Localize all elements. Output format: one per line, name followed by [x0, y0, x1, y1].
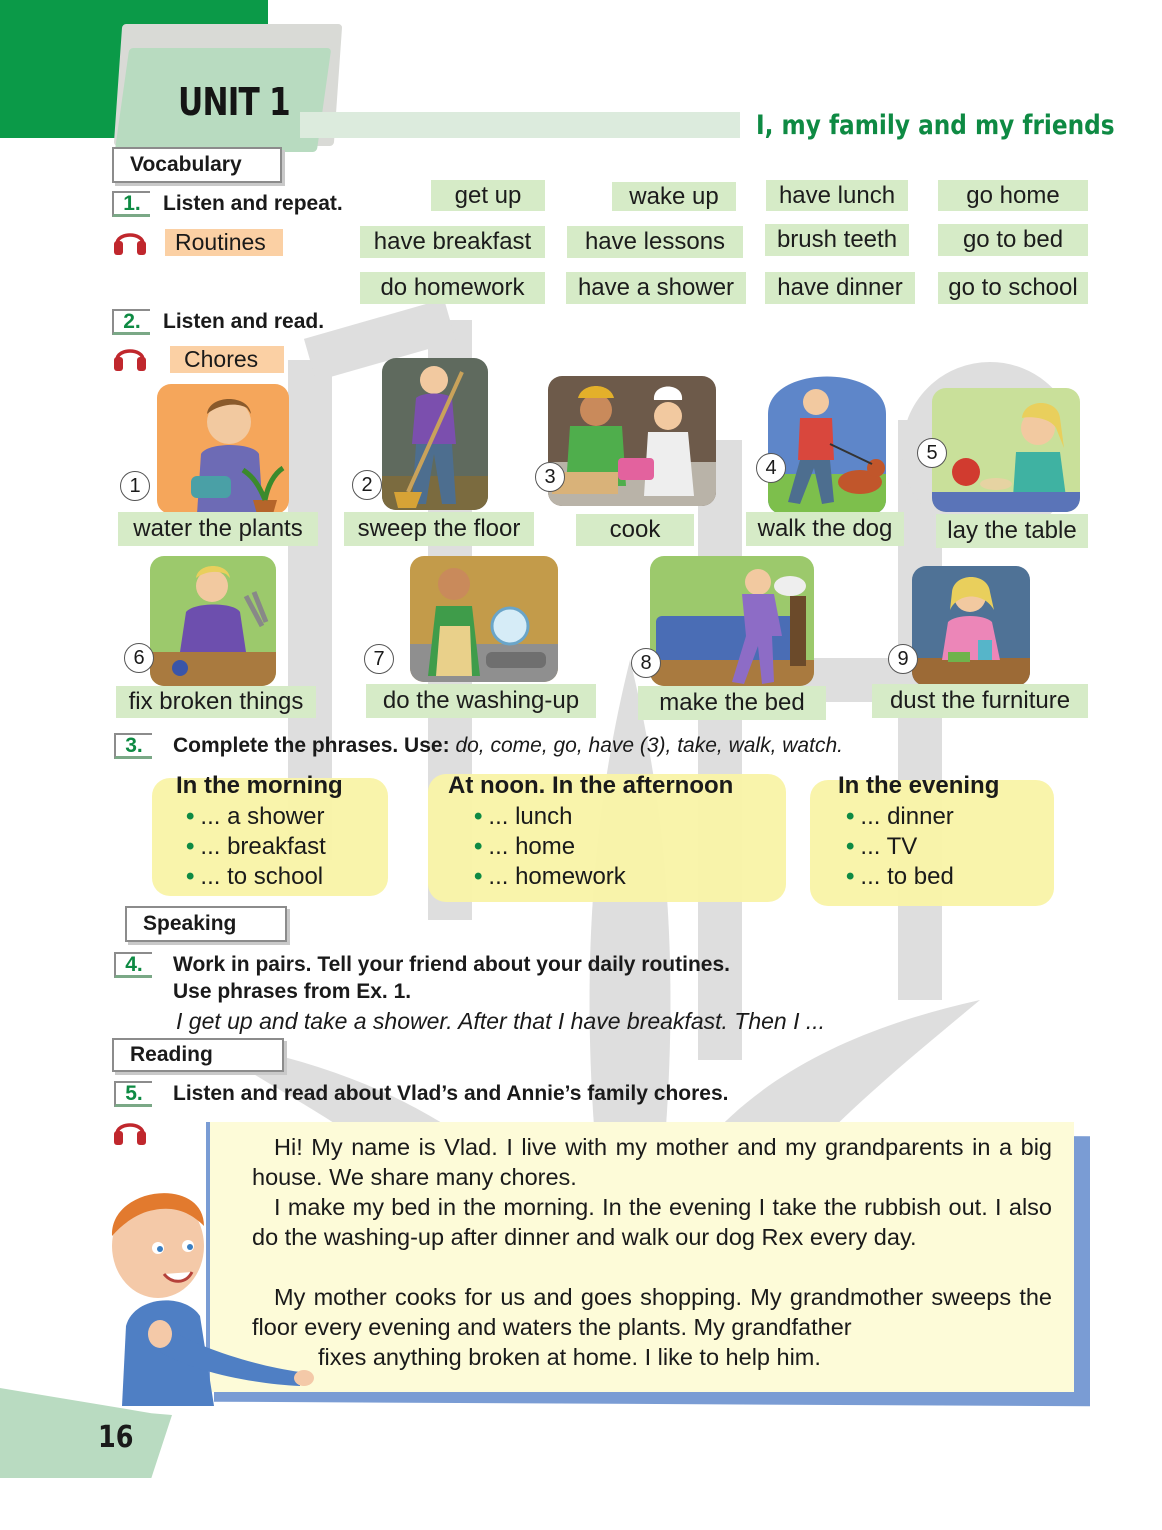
vocab-chip: brush teeth — [765, 224, 909, 256]
headphones-icon[interactable] — [112, 224, 148, 256]
headphones-icon[interactable] — [112, 340, 148, 372]
vlad-illustration — [104, 1176, 314, 1406]
make-bed-picture — [650, 556, 814, 686]
walk-dog-picture — [768, 364, 886, 514]
washing-up-picture — [410, 556, 558, 682]
exercise-number-2: 2. — [112, 309, 150, 335]
phrase-group-title: In the evening — [838, 772, 1000, 799]
picture-number: 7 — [364, 644, 394, 674]
cook-picture — [548, 376, 716, 506]
exercise-number-1: 1. — [112, 191, 150, 217]
chore-label: sweep the floor — [344, 512, 534, 546]
vocab-chip: wake up — [612, 182, 736, 211]
exercise-number-4: 4. — [114, 952, 152, 978]
vocab-chip: go home — [938, 180, 1088, 211]
chores-label: Chores — [170, 346, 284, 373]
picture-number: 1 — [120, 471, 150, 501]
chore-label: do the washing-up — [366, 684, 596, 718]
phrase-item: • ... home — [474, 833, 576, 860]
chore-label: make the bed — [638, 686, 826, 720]
exercise-3-instruction: Complete the phrases. Use: do, come, go, have (3), take, walk, watch. — [173, 734, 843, 757]
water-plants-picture — [157, 384, 289, 514]
vocab-chip: have lunch — [766, 180, 908, 211]
exercise-5-instruction: Listen and read about Vlad’s and Annie’s family chores. — [173, 1082, 729, 1105]
exercise-4-instruction-2: Use phrases from Ex. 1. — [173, 980, 412, 1003]
vocab-chip: have lessons — [567, 226, 743, 258]
phrase-item: • ... to school — [186, 863, 324, 890]
section-label-reading: Reading — [112, 1038, 284, 1072]
vocab-chip: have a shower — [566, 272, 746, 304]
section-label-speaking: Speaking — [125, 906, 287, 942]
phrase-item: • ... homework — [474, 863, 626, 890]
routines-label: Routines — [165, 229, 283, 256]
phrase-group-title: In the morning — [176, 772, 343, 799]
exercise-4-example: I get up and take a shower. After that I have breakfast. Then I ... — [176, 1008, 826, 1034]
reading-paragraph: Hi! My name is Vlad. I live with my mother and my grandparents in a big house. We share many chores. — [252, 1134, 1052, 1190]
unit-title: UNIT 1 — [178, 80, 290, 124]
chore-label: lay the table — [936, 514, 1088, 548]
fix-things-picture — [150, 556, 276, 686]
phrase-item: • ... dinner — [846, 803, 954, 830]
exercise-2-instruction: Listen and read. — [163, 310, 325, 333]
reading-paragraph: fixes anything broken at home. I like to help him. — [318, 1344, 821, 1370]
reading-paragraph: I make my bed in the morning. In the evening I take the rubbish out. I also do the washing-up after dinner and walk our dog Rex every day. — [252, 1194, 1052, 1250]
picture-number: 4 — [756, 453, 786, 483]
exercise-number-5: 5. — [114, 1081, 152, 1107]
phrase-item: • ... lunch — [474, 803, 573, 830]
phrase-item: • ... breakfast — [186, 833, 326, 860]
exercise-4-instruction: Work in pairs. Tell your friend about your daily routines. — [173, 953, 730, 976]
lay-table-picture — [932, 388, 1080, 512]
dust-furniture-picture — [912, 566, 1030, 686]
phrase-group-title: At noon. In the afternoon — [448, 772, 734, 799]
picture-number: 9 — [888, 644, 918, 674]
vocab-chip: have breakfast — [360, 226, 545, 258]
vocab-chip: get up — [431, 180, 545, 211]
sweep-floor-picture — [382, 358, 488, 510]
header-bar — [300, 112, 740, 138]
picture-number: 8 — [631, 648, 661, 678]
vocab-chip: go to bed — [938, 224, 1088, 256]
vocab-chip: go to school — [938, 272, 1088, 304]
chore-label: fix broken things — [116, 686, 316, 718]
chore-label: walk the dog — [746, 512, 904, 546]
chore-label: water the plants — [118, 512, 318, 546]
headphones-icon[interactable] — [112, 1114, 148, 1146]
picture-number: 6 — [124, 643, 154, 673]
phrase-item: • ... a shower — [186, 803, 325, 830]
vocab-chip: do homework — [360, 272, 545, 304]
phrase-item: • ... TV — [846, 833, 918, 860]
exercise-1-instruction: Listen and repeat. — [163, 192, 343, 215]
phrase-item: • ... to bed — [846, 863, 954, 890]
unit-subtitle: I, my family and my friends — [756, 110, 1115, 141]
picture-number: 5 — [917, 438, 947, 468]
picture-number: 2 — [352, 470, 382, 500]
picture-number: 3 — [535, 462, 565, 492]
chore-label: dust the furniture — [872, 684, 1088, 718]
vocab-chip: have dinner — [765, 272, 915, 304]
chore-label: cook — [576, 514, 694, 546]
exercise-number-3: 3. — [114, 733, 152, 759]
reading-paragraph: My mother cooks for us and goes shopping. My grandmother sweeps the floor every evening and waters the plants. My grandfather — [252, 1284, 1052, 1340]
page-number: 16 — [98, 1420, 134, 1455]
section-label-vocabulary: Vocabulary — [112, 147, 282, 183]
